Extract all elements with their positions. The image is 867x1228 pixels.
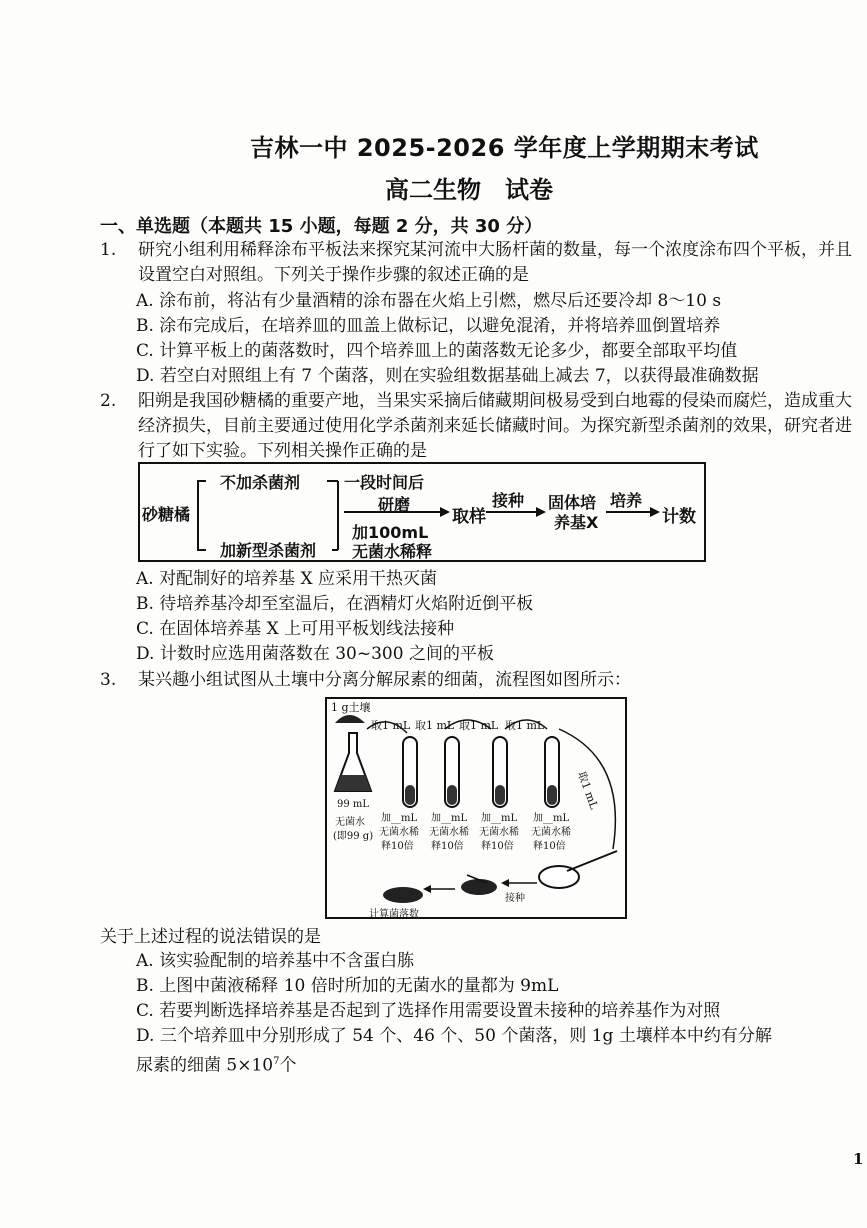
fig-transfer-3: 取1 mL [459,719,499,732]
question-number: 3. [100,670,117,690]
fig-tube2-times: 释10倍 [431,841,464,852]
flow-step-dilute-water: 无菌水稀释 [352,542,433,561]
spread-dish-icon [461,879,497,895]
question-number: 1. [100,240,117,260]
flow-medium-line1: 固体培 [548,493,597,512]
q1-option-c: C. 计算平板上的菌落数时，四个培养皿上的菌落数无论多少，都要全部取平均值 [136,341,738,361]
flow-culture: 培养 [610,491,643,510]
fig-transfer-4: 取1 mL [505,719,545,732]
fig-tube3-water: 无菌水稀 [479,827,519,838]
page-title: 吉林一中 2025-2026 学年度上学期期末考试 [250,134,759,162]
fig-tube4-water: 无菌水稀 [531,827,571,838]
fig-tube1-times: 释10倍 [381,841,414,852]
q3-option-d: D. 三个培养皿中分别形成了 54 个、46 个、50 个菌落，则 1g 土壤样本中约有分解 [136,1026,772,1046]
isolation-flow-figure [325,697,627,919]
fig-tube4-times: 释10倍 [533,841,566,852]
fig-tube1-add: 加__mL [381,813,418,824]
flow-medium-line2: 养基X [554,513,599,532]
test-tube-2 [445,737,459,807]
q3-option-d-cont-prefix: 尿素的细菌 5×10 [136,1055,274,1076]
flow-step-dilute: 加100mL [352,523,429,542]
flow-treatment-group: 加新型杀菌剂 [220,541,317,560]
page-subtitle: 高二生物 试卷 [385,176,553,204]
question-number: 2. [100,391,117,411]
flow-step-grind: 研磨 [378,495,411,514]
fig-count-label: 计算菌落数 [369,909,419,920]
fig-tube2-water: 无菌水稀 [429,827,469,838]
q3-option-d-cont-exp: 7 [273,1056,280,1067]
test-tube-3 [493,720,547,807]
section-heading: 一、单选题（本题共 15 小题，每题 2 分，共 30 分） [100,216,543,237]
q2-option-b: B. 待培养基冷却至室温后，在酒精灯火焰附近倒平板 [136,594,534,614]
q2-option-c: C. 在固体培养基 X 上可用平板划线法接种 [136,619,455,639]
fig-tube3-add: 加__mL [481,813,518,824]
fig-transfer-2: 取1 mL [415,719,455,732]
fig-tube2-add: 加__mL [431,813,468,824]
flow-control-group: 不加杀菌剂 [220,473,301,492]
q3-lead: 关于上述过程的说法错误的是 [100,927,321,947]
question-stem: 某兴趣小组试图从土壤中分离分解尿素的细菌，流程图如图所示： [138,670,631,690]
flow-count: 计数 [662,507,696,527]
q3-option-d-cont [136,1049,296,1079]
q2-option-a: A. 对配制好的培养基 X 应采用干热灭菌 [136,569,437,589]
flow-sampling: 取样 [452,507,486,527]
flow-step-wait: 一段时间后 [344,473,425,492]
pipette-icon [567,851,617,871]
question-stem: 研究小组利用稀释涂布平板法来探究某河流中大肠杆菌的数量，每一个浓度涂布四个平板，并且设置空白对照组。下列关于操作步骤的叙述正确的是 [138,240,852,285]
soil-icon [335,715,365,723]
colony-dish-icon [383,887,423,903]
fig-flask-mass: (即99 g) [333,831,374,842]
question-stem: 阳朔是我国砂糖橘的重要产地，当果实采摘后储藏期间极易受到白地霉的侵染而腐烂，造成重大经济损失，目前主要通过使用化学杀菌剂来延长储藏时间。为探究新型杀菌剂的效果，研究者进行了如下实验。下列相关操作正确的是 [138,391,852,461]
q1-option-b: B. 涂布完成后，在培养皿的皿盖上做标记，以避免混淆，并将培养皿倒置培养 [136,316,721,336]
q3-option-c: C. 若要判断选择培养基是否起到了选择作用需要设置未接种的培养基作为对照 [136,1001,721,1021]
fig-flask-water: 无菌水 [335,817,365,828]
fig-transfer-1: 取1 mL [371,719,411,732]
experiment-flowchart [138,462,706,562]
q1-option-a: A. 涂布前，将沾有少量酒精的涂布器在火焰上引燃，燃尽后还要冷却 8～10 s [136,291,722,311]
fig-tube4-add: 加__mL [533,813,570,824]
flow-inoculate: 接种 [492,491,525,510]
fig-tube3-times: 释10倍 [481,841,514,852]
fig-inoculate-label: 接种 [505,893,525,904]
page-number: 1 [853,1150,864,1168]
q3-option-a: A. 该实验配制的培养基中不含蛋白胨 [136,951,415,971]
q2-option-d: D. 计数时应选用菌落数在 30~300 之间的平板 [136,644,494,664]
fig-flask-volume: 99 mL [337,799,370,810]
fig-soil-label: 1 g土壤 [331,701,371,714]
q3-option-b: B. 上图中菌液稀释 10 倍时所加的无菌水的量都为 9mL [136,976,559,996]
q1-option-d: D. 若空白对照组上有 7 个菌落，则在实验组数据基础上减去 7，以获得最准确数据 [136,366,759,386]
q3-option-d-cont-suffix: 个 [279,1055,297,1076]
fig-tube1-water: 无菌水稀 [379,827,419,838]
flow-fruit: 砂糖橘 [142,505,191,524]
fig-transfer-side: 取1 mL [574,769,601,811]
